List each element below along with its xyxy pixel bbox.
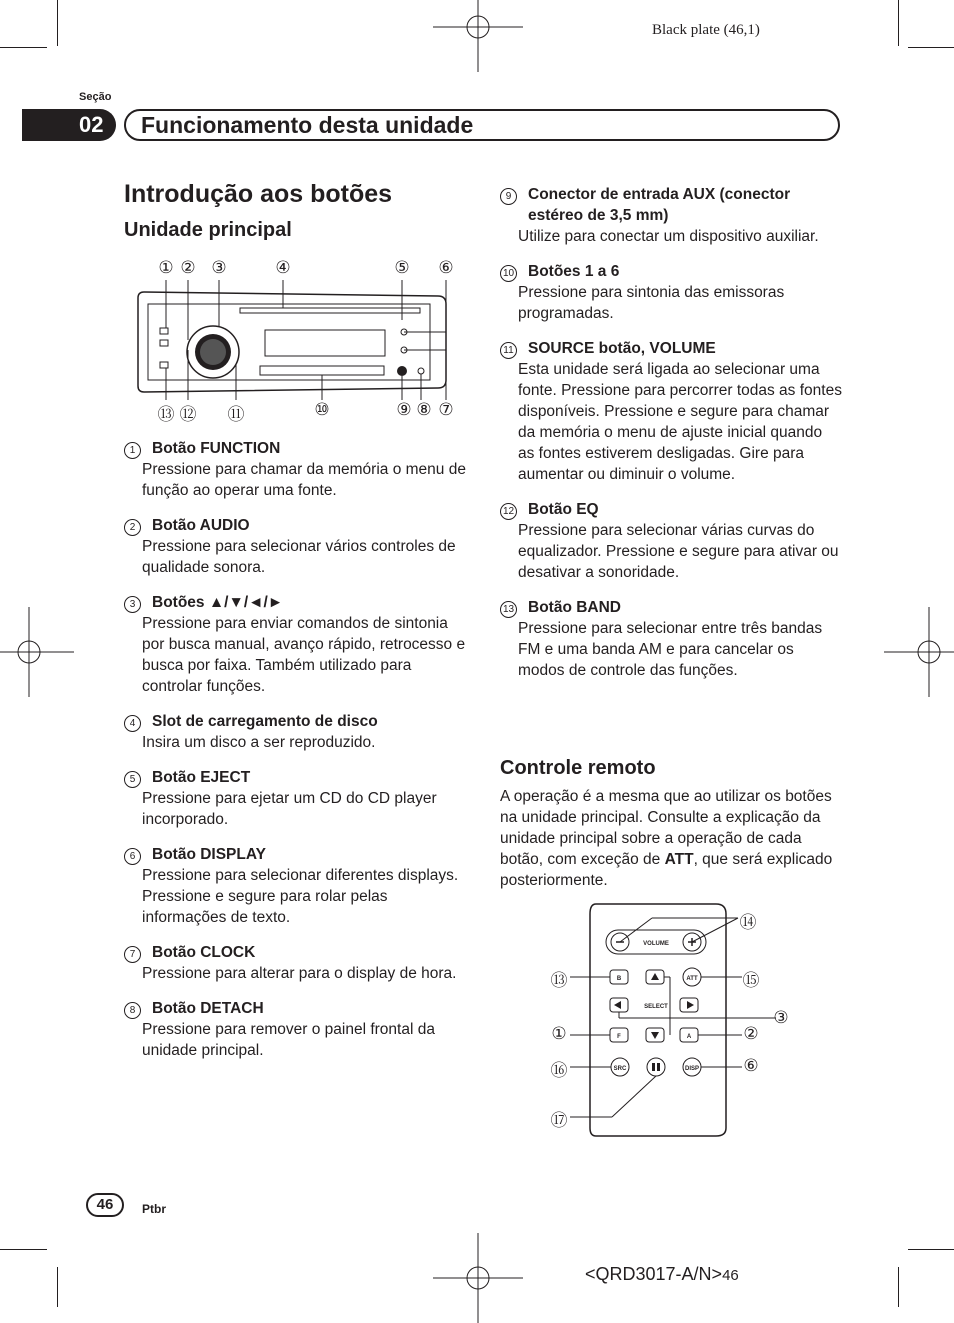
item-number: 6 [124, 848, 141, 865]
diagram-label: ⑪ [227, 405, 245, 424]
item-body: Pressione para selecionar entre três bandas FM e uma banda AM e para cancelar os modos de controle das funções. [518, 620, 823, 679]
crop-mark [908, 47, 954, 48]
list-item [500, 261, 842, 324]
list-item [500, 499, 842, 583]
remote-label: ⑰ [550, 1111, 568, 1130]
crop-mark [898, 0, 899, 46]
diagram-label: ⑥ [438, 258, 454, 277]
remote-audio-button: A [686, 1034, 692, 1040]
list-item [124, 592, 469, 697]
plate-label: Black plate (46,1) [652, 22, 760, 38]
remote-text: A operação é a mesma que ao utilizar os botões na unidade principal. Consulte a explicação da unidade principal sobre a operação de cada botão, com exceção de [500, 788, 832, 868]
document-code [585, 1264, 739, 1285]
page-number: 46 [86, 1193, 124, 1217]
item-number: 2 [124, 519, 141, 536]
remote-diagram [540, 900, 800, 1140]
item-title: Conector de entrada AUX (conector estéreo de 3,5 mm) [528, 186, 791, 224]
car-stereo-illustration [130, 280, 470, 400]
list-item [500, 597, 842, 681]
item-title: Botões 1 a 6 [528, 263, 620, 280]
item-number: 12 [500, 503, 517, 520]
subtitle-main-unit: Unidade principal [124, 219, 292, 241]
remote-volume-label: VOLUME [643, 941, 669, 947]
list-item [124, 515, 469, 578]
main-unit-diagram [130, 256, 470, 426]
item-number: 7 [124, 946, 141, 963]
diagram-label: ⑬ [157, 405, 175, 424]
item-body: Pressione para chamar da memória o menu de função ao operar uma fonte. [142, 461, 466, 499]
items-left [124, 438, 469, 1075]
remote-label: ③ [773, 1008, 789, 1027]
remote-select-label: SELECT [644, 1004, 668, 1010]
item-title: Botão AUDIO [152, 517, 250, 534]
item-body: Pressione para remover o painel frontal da unidade principal. [142, 1021, 435, 1059]
list-item [124, 767, 469, 830]
item-body: Esta unidade será ligada ao selecionar uma fonte. Pressione para percorrer todas as fontes disponíveis. Pressione e segure para chamar da memória o menu de ajuste inicial quando as fontes estiverem desligadas. Gire para aumentar ou diminuir o volume. [518, 361, 842, 483]
list-item [124, 438, 469, 501]
language-code: Ptbr [142, 1202, 166, 1216]
remote-text: , que será explicado posteriormente. [500, 851, 833, 889]
remote-band-button: B [616, 976, 622, 982]
item-title: Botão EJECT [152, 769, 251, 786]
list-item [500, 184, 842, 247]
remote-illustration [540, 900, 800, 1140]
item-body: Pressione para selecionar diferentes displays. Pressione e segure para rolar pelas informações de texto. [142, 867, 459, 926]
item-title: SOURCE botão, VOLUME [528, 340, 716, 357]
remote-source-button: SRC [613, 1066, 627, 1072]
diagram-label: ⑤ [394, 258, 410, 277]
item-number: 10 [500, 265, 517, 282]
diagram-label: ⑧ [416, 400, 432, 419]
registration-mark [433, 0, 523, 72]
item-body: Utilize para conectar um dispositivo auxiliar. [518, 228, 819, 245]
remote-label: ⑮ [742, 971, 760, 990]
diagram-label: ⑨ [396, 400, 412, 419]
item-number: 5 [124, 771, 141, 788]
diagram-label: ⑦ [438, 400, 454, 419]
crop-mark [57, 0, 58, 46]
diagram-label: ⑫ [179, 405, 197, 424]
item-title: Botão DETACH [152, 1000, 264, 1017]
item-body: Pressione para sintonia das emissoras programadas. [518, 284, 785, 322]
remote-display-button: DISP [684, 1066, 700, 1072]
item-body: Pressione para alterar para o display de hora. [142, 965, 457, 982]
crop-mark [0, 47, 47, 48]
section-number: 02 [22, 109, 116, 141]
crop-mark [898, 1267, 899, 1307]
registration-mark [0, 607, 74, 697]
item-title: Botão DISPLAY [152, 846, 266, 863]
list-item [124, 844, 469, 928]
item-body: Pressione para selecionar vários controles de qualidade sonora. [142, 538, 456, 576]
page-title: Introdução aos botões [124, 180, 393, 208]
item-number: 1 [124, 442, 141, 459]
item-number: 11 [500, 342, 517, 359]
items-right [500, 184, 842, 695]
section-title: Funcionamento desta unidade [141, 112, 474, 138]
section-label: Seção [79, 91, 112, 103]
remote-text-bold: ATT [664, 851, 694, 868]
item-number: 9 [500, 188, 517, 205]
list-item [500, 338, 842, 485]
remote-label: ② [743, 1024, 759, 1043]
crop-mark [908, 1249, 954, 1250]
item-number: 8 [124, 1002, 141, 1019]
list-item [124, 998, 469, 1061]
diagram-label: ④ [275, 258, 291, 277]
remote-label: ⑥ [743, 1056, 759, 1075]
item-body: Pressione para selecionar várias curvas do equalizador. Pressione e segure para ativar ou desativar a sonoridade. [518, 522, 839, 581]
document-code-text: <QRD3017-A/N> [585, 1264, 723, 1284]
item-body: Pressione para ejetar um CD do CD player incorporado. [142, 790, 437, 828]
diagram-label: ③ [211, 258, 227, 277]
item-title: Botão FUNCTION [152, 440, 281, 457]
diagram-label: ① [158, 258, 174, 277]
item-number: 13 [500, 601, 517, 618]
remote-paragraph [500, 786, 840, 891]
item-body: Pressione para enviar comandos de sintonia por busca manual, avanço rápido, retrocesso e busca por faixa. Também utilizado para controlar funções. [142, 615, 466, 695]
crop-mark [0, 1249, 47, 1250]
item-title: Botão EQ [528, 501, 599, 518]
list-item [124, 711, 469, 753]
remote-label: ⑭ [739, 913, 757, 932]
remote-label: ⑯ [550, 1061, 568, 1080]
item-body: Insira um disco a ser reproduzido. [142, 734, 376, 751]
item-title: Botão BAND [528, 599, 621, 616]
remote-att-button: ATT [686, 976, 698, 982]
registration-mark [433, 1233, 523, 1323]
diagram-label: ② [180, 258, 196, 277]
subtitle-remote: Controle remoto [500, 757, 656, 779]
list-item [124, 942, 469, 984]
diagram-label: ⑩ [314, 400, 330, 419]
item-title: Botão CLOCK [152, 944, 256, 961]
document-code-num: 46 [722, 1267, 739, 1284]
item-number: 4 [124, 715, 141, 732]
remote-label: ⑬ [550, 971, 568, 990]
item-number: 3 [124, 596, 141, 613]
remote-label: ① [551, 1024, 567, 1043]
remote-function-button: F [617, 1034, 621, 1040]
item-title: Botões ▲/▼/◄/► [152, 594, 284, 611]
crop-mark [57, 1267, 58, 1307]
item-title: Slot de carregamento de disco [152, 713, 378, 730]
registration-mark [884, 607, 954, 697]
